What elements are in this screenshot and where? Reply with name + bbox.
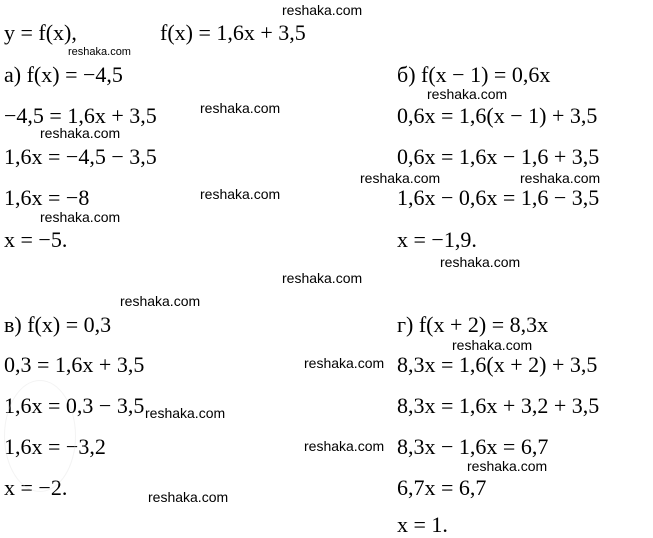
part-g-step-3: 8,3x − 1,6x = 6,7	[397, 434, 549, 459]
part-g-step-2: 8,3x = 1,6x + 3,2 + 3,5	[397, 393, 600, 418]
watermark: reshaka.com	[304, 438, 385, 454]
watermark: reshaka.com	[360, 170, 441, 186]
watermark: reshaka.com	[68, 46, 131, 58]
watermark: reshaka.com	[427, 86, 508, 102]
watermark: reshaka.com	[148, 489, 229, 505]
part-g-step-5: x = 1.	[397, 512, 448, 537]
part-b-step-1: 0,6x = 1,6(x − 1) + 3,5	[397, 103, 598, 128]
part-a-step-3: 1,6x = −8	[4, 185, 90, 210]
part-a-step-1: −4,5 = 1,6x + 3,5	[4, 103, 157, 128]
part-a-step-4: x = −5.	[4, 227, 68, 252]
part-g-step-1: 8,3x = 1,6(x + 2) + 3,5	[397, 352, 598, 377]
watermark: reshaka.com	[120, 293, 201, 309]
part-g-step-4: 6,7x = 6,7	[397, 475, 487, 500]
watermark: reshaka.com	[200, 100, 281, 116]
watermark: reshaka.com	[440, 254, 521, 270]
copyright-stamp-icon	[4, 380, 76, 492]
part-g-title: г) f(x + 2) = 8,3x	[397, 312, 549, 337]
watermark: reshaka.com	[200, 186, 281, 202]
part-b-step-3: 1,6x − 0,6x = 1,6 − 3,5	[397, 185, 600, 210]
function-formula: f(x) = 1,6x + 3,5	[160, 20, 306, 45]
part-a-title: а) f(x) = −4,5	[4, 62, 123, 87]
watermark: reshaka.com	[282, 2, 363, 18]
watermark: reshaka.com	[452, 337, 533, 353]
watermark: reshaka.com	[40, 209, 121, 225]
part-b-step-4: x = −1,9.	[397, 227, 477, 252]
part-v-step-2: 1,6x = 0,3 − 3,5	[4, 393, 145, 418]
part-a-step-2: 1,6x = −4,5 − 3,5	[4, 144, 157, 169]
function-definition: y = f(x),	[4, 20, 77, 45]
part-v-step-1: 0,3 = 1,6x + 3,5	[4, 352, 145, 377]
part-v-step-4: x = −2.	[4, 475, 68, 500]
watermark: reshaka.com	[282, 270, 363, 286]
watermark: reshaka.com	[145, 405, 226, 421]
part-v-title: в) f(x) = 0,3	[4, 312, 112, 337]
watermark: reshaka.com	[520, 170, 601, 186]
watermark: reshaka.com	[304, 355, 385, 371]
part-b-step-2: 0,6x = 1,6x − 1,6 + 3,5	[397, 144, 600, 169]
part-b-title: б) f(x − 1) = 0,6x	[397, 62, 551, 87]
watermark: reshaka.com	[467, 458, 548, 474]
watermark: reshaka.com	[40, 125, 121, 141]
part-v-step-3: 1,6x = −3,2	[4, 434, 106, 459]
